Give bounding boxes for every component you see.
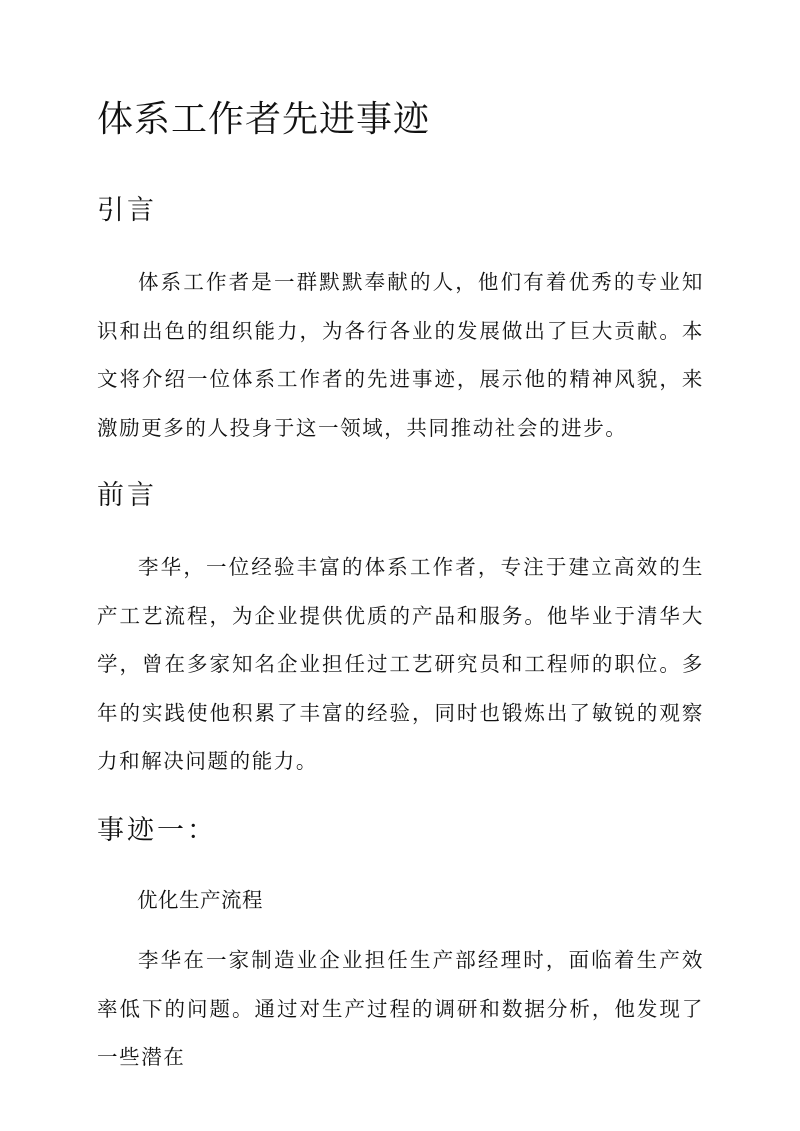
- section-heading-introduction: 引言: [97, 195, 157, 226]
- document-title: 体系工作者先进事迹: [97, 99, 431, 140]
- preface-paragraph: 李华，一位经验丰富的体系工作者，专注于建立高效的生产工艺流程，为企业提供优质的产品和服务。他毕业于清华大学，曾在多家知名企业担任过工艺研究员和工程师的职位。多年的实践使他积累了丰富的经验，同时也锻炼出了敏锐的观察力和解决问题的能力。: [97, 555, 704, 773]
- introduction-paragraph: 体系工作者是一群默默奉献的人，他们有着优秀的专业知识和出色的组织能力，为各行各业的发展做出了巨大贡献。本文将介绍一位体系工作者的先进事迹，展示他的精神风貌，来激励更多的人投身于这一领域，共同推动社会的进步。: [97, 270, 704, 440]
- deed-one-subheading: 优化生产流程: [137, 888, 263, 912]
- section-heading-preface: 前言: [97, 480, 157, 511]
- deed-one-paragraph: 李华在一家制造业企业担任生产部经理时，面临着生产效率低下的问题。通过对生产过程的调研和数据分析，他发现了一些潜在: [97, 948, 704, 1069]
- section-heading-deed-one: 事迹一：: [97, 815, 217, 846]
